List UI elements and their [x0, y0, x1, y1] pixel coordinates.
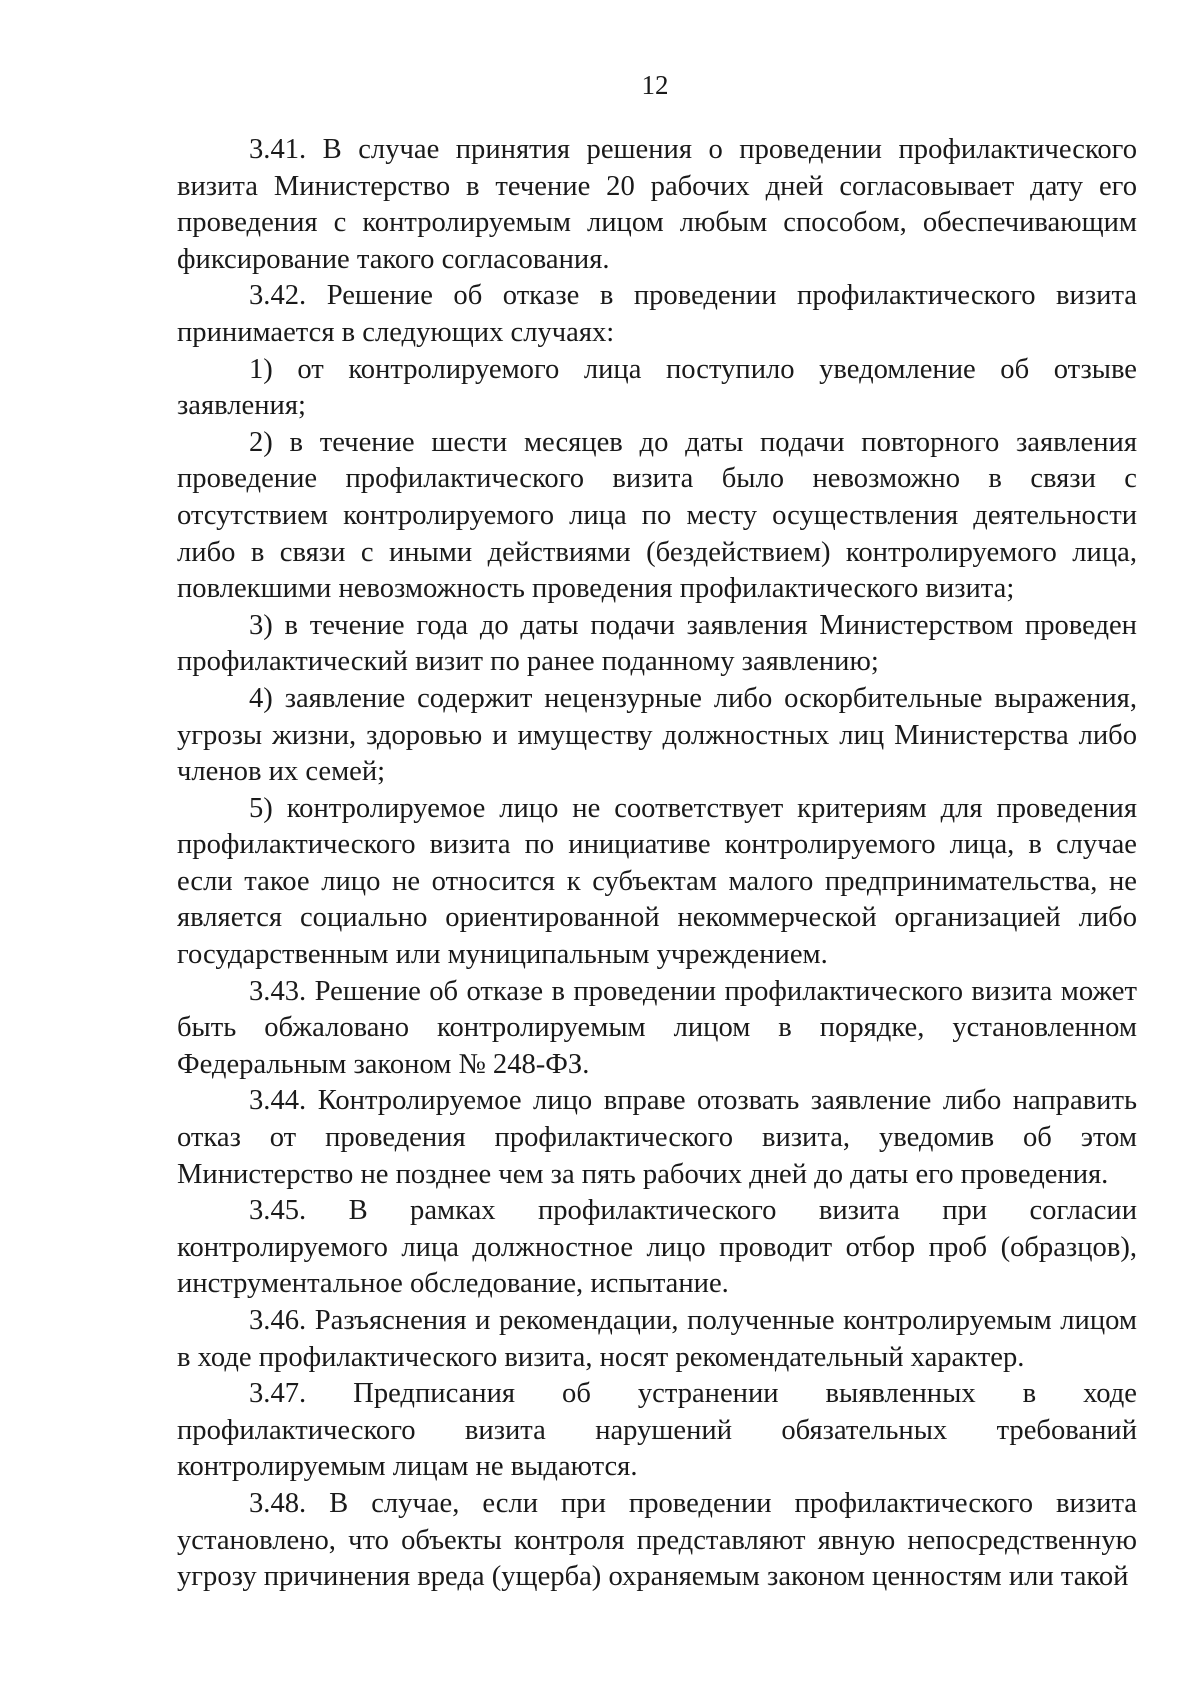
list-item-3: 3) в течение года до даты подачи заявления Министерством проведен профилактический визит по ранее поданному заявлению;: [177, 609, 1137, 678]
list-item-4: 4) заявление содержит нецензурные либо оскорбительные выражения, угрозы жизни, здоровью и имуществу должностных лиц Министерства либо членов их семей;: [177, 682, 1137, 788]
list-item-1: 1) от контролируемого лица поступило уведомление об отзыве заявления;: [177, 353, 1137, 422]
paragraph-3-43: 3.43. Решение об отказе в проведении профилактического визита может быть обжаловано контролируемым лицом в порядке, установленном Федеральным законом № 248-ФЗ.: [177, 975, 1137, 1080]
paragraph-3-47: 3.47. Предписания об устранении выявленных в ходе профилактического визита нарушений обязательных требований контролируемым лицам не выдаются.: [177, 1378, 1137, 1483]
list-item-2: 2) в течение шести месяцев до даты подачи повторного заявления проведение профилактического визита было невозможно в связи с отсутствием контролируемого лица по месту осуществления деятельности либо в связи с иными действиями (бездействием) контролируемого лица, повлекшими невозможность проведения профилактического визита;: [177, 426, 1137, 605]
paragraph-3-46: 3.46. Разъяснения и рекомендации, полученные контролируемым лицом в ходе профилактического визита, носят рекомендательный характер.: [177, 1305, 1137, 1373]
paragraph-3-45: 3.45. В рамках профилактического визита при согласии контролируемого лица должностное лицо проводит отбор проб (образцов), инструментальное обследование, испытание.: [177, 1195, 1137, 1300]
document-body: [177, 132, 1137, 1596]
paragraph-3-42: 3.42. Решение об отказе в проведении профилактического визита принимается в следующих случаях:: [177, 280, 1137, 348]
page-number: 12: [641, 70, 669, 100]
paragraph-3-41: 3.41. В случае принятия решения о проведении профилактического визита Министерство в течение 20 рабочих дней согласовывает дату его проведения с контролируемым лицом любым способом, обеспечивающим фиксирование такого согласования.: [177, 134, 1137, 275]
list-item-5: 5) контролируемое лицо не соответствует критериям для проведения профилактического визита по инициативе контролируемого лица, в случае если такое лицо не относится к субъектам малого предпринимательства, не является социально ориентированной некоммерческой организацией либо государственным или муниципальным учреждением.: [177, 792, 1137, 971]
paragraph-3-48: 3.48. В случае, если при проведении профилактического визита установлено, что объекты контроля представляют явную непосредственную угрозу причинения вреда (ущерба) охраняемым законом ценностям или такой: [177, 1487, 1137, 1593]
paragraph-3-44: 3.44. Контролируемое лицо вправе отозвать заявление либо направить отказ от проведения профилактического визита, уведомив об этом Министерство не позднее чем за пять рабочих дней до даты его проведения.: [177, 1085, 1137, 1190]
